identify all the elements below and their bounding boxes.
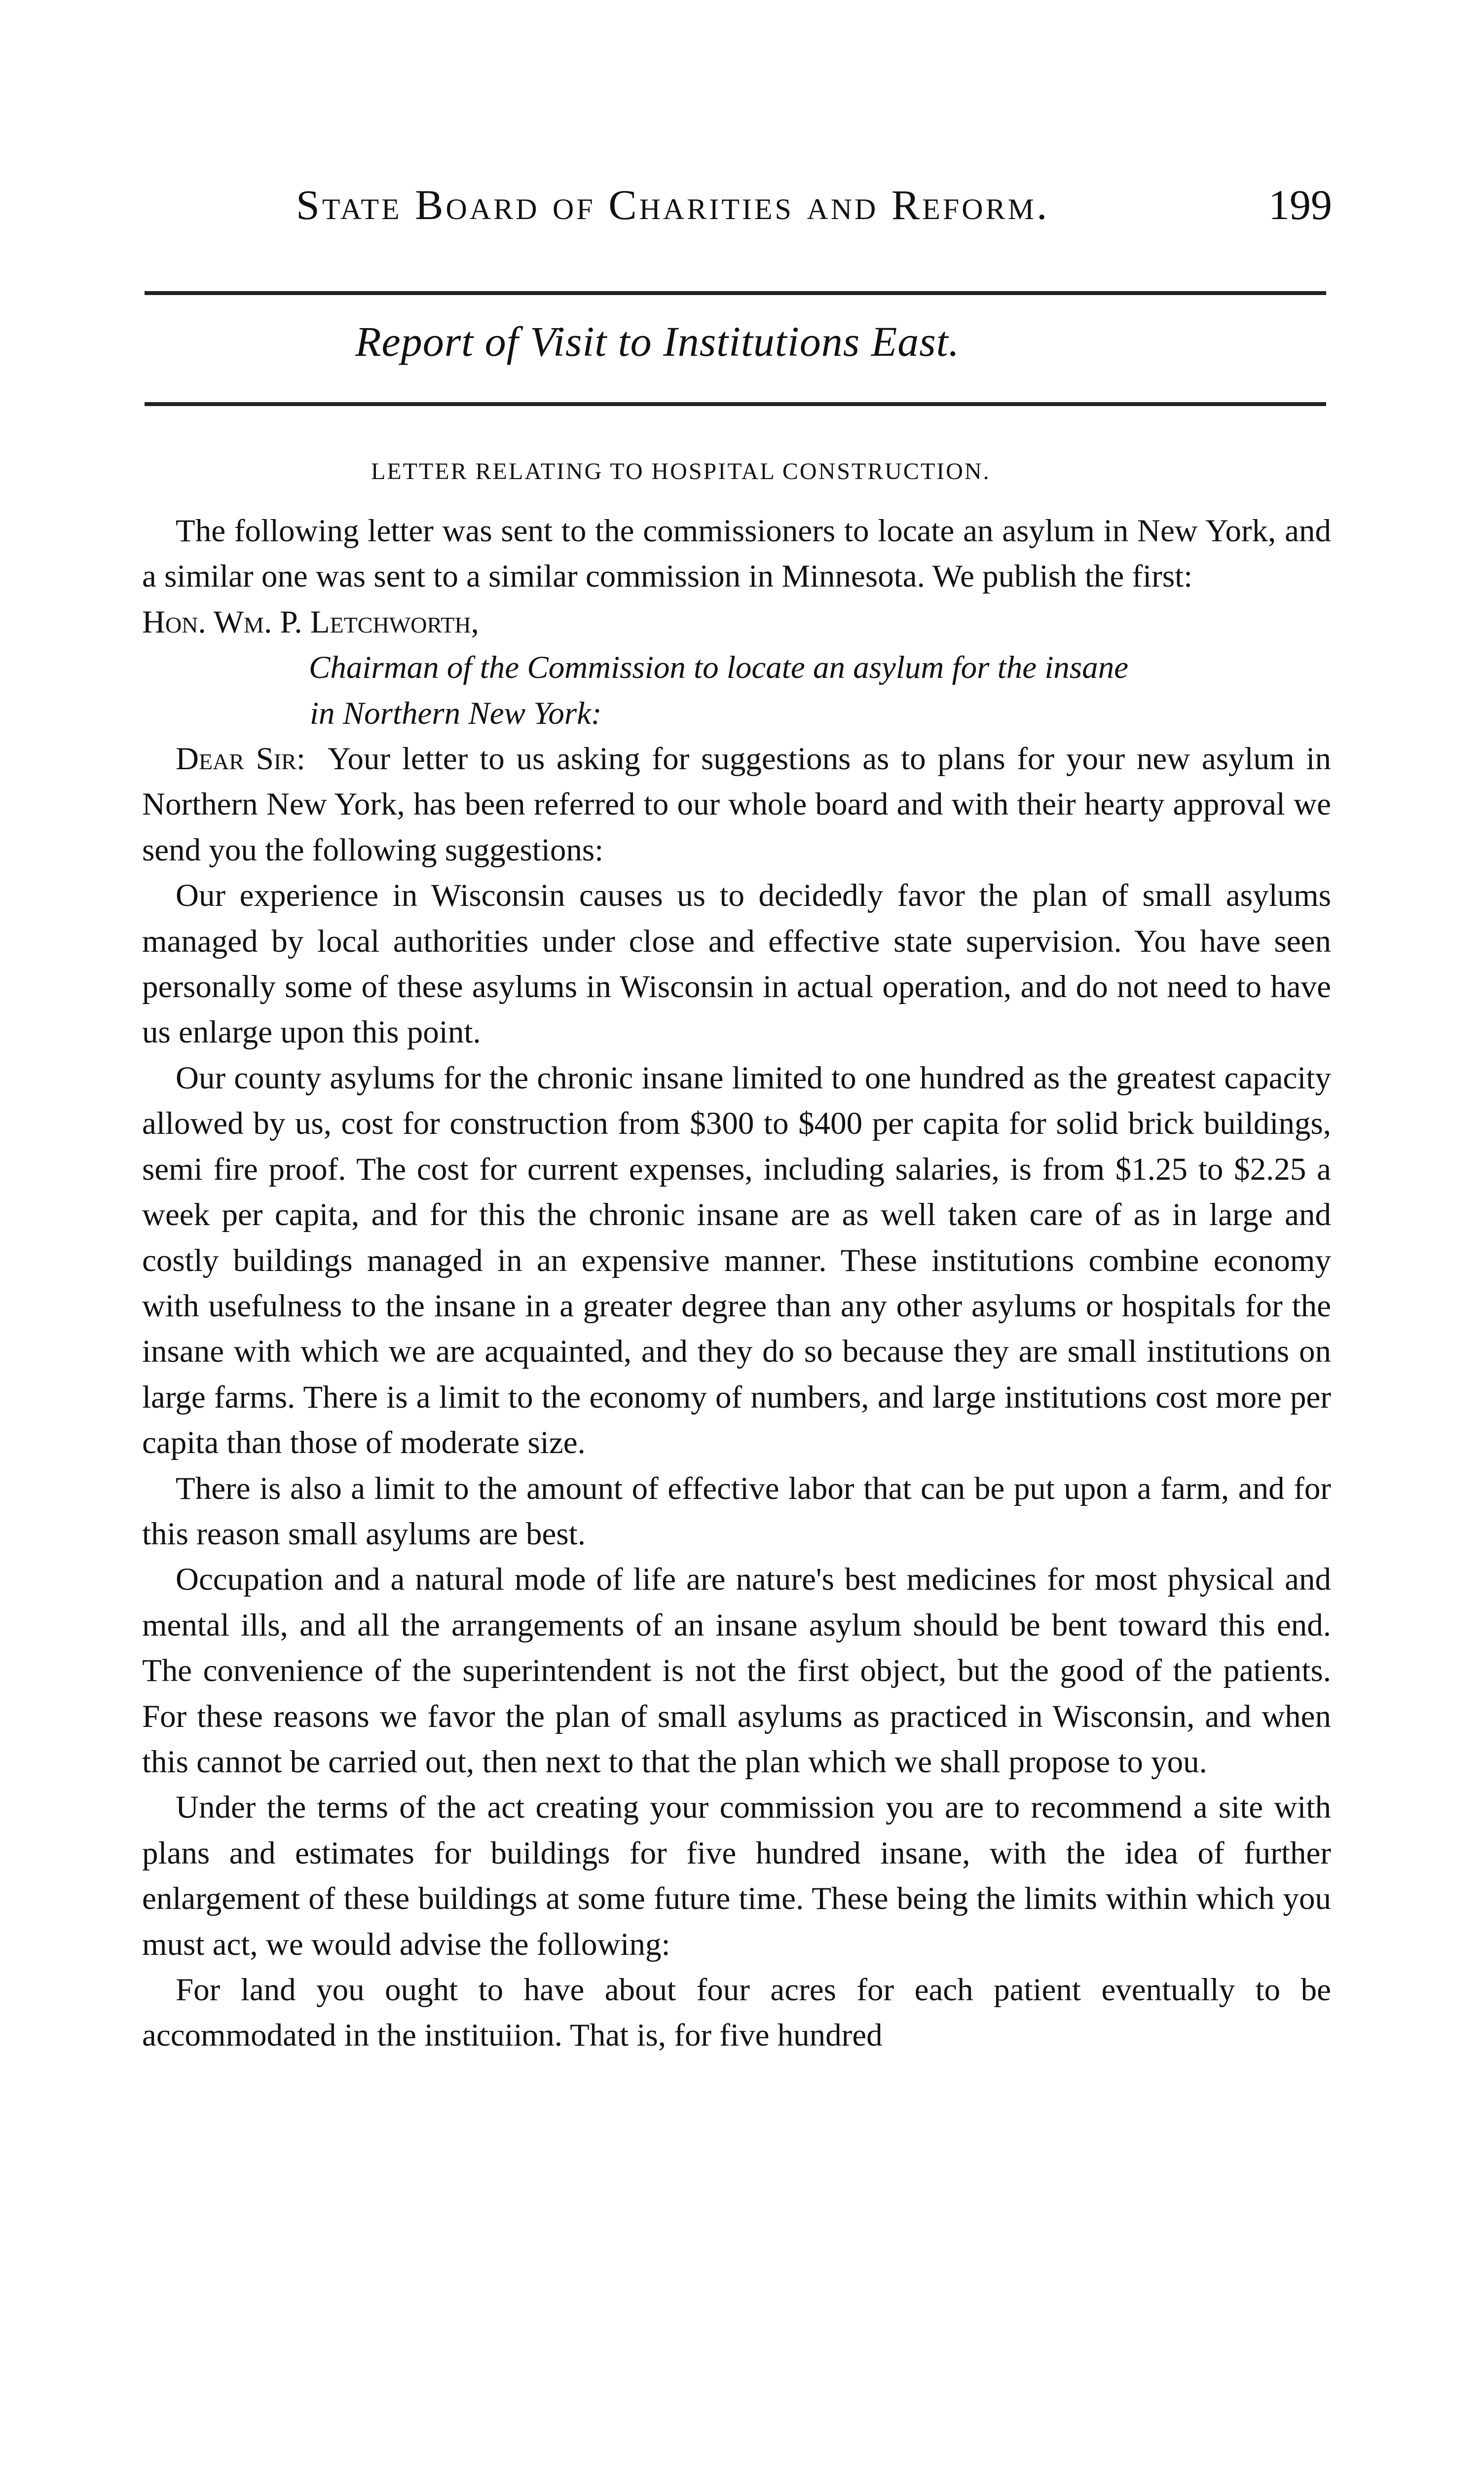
paragraph-2: Our experience in Wisconsin causes us to decidedly favor the plan of small asylums managed by local authorities under close and effective state supervision. You have seen personally some of these asylums in Wisconsin in actual operation, and do not need to have us enlarge upon this point.	[142, 878, 1331, 1050]
intro-paragraph: The following letter was sent to the commissioners to locate an asylum in New York, and a similar one was sent to a similar commission in Minnesota. We publish the first:	[142, 513, 1331, 595]
page-number: 199	[1268, 181, 1332, 228]
letter-heading: LETTER RELATING TO HOSPITAL CONSTRUCTION.	[371, 458, 991, 485]
top-rule	[145, 291, 1326, 295]
paragraph-1	[142, 736, 1331, 873]
article-body	[142, 508, 1331, 2058]
bottom-rule	[145, 402, 1326, 406]
addressee-name: Hon. Wm. P. Letchworth,	[142, 604, 479, 640]
addressee-title: Chairman of the Commission to locate an asylum for the insane	[309, 650, 1129, 686]
section-title: Report of Visit to Institutions East.	[355, 318, 960, 365]
paragraph-5: Occupation and a natural mode of life are nature's best medicines for most physical and mental ills, and all the arrangements of an insane asylum should be bent toward this end. The convenience of the superintendent is not the first object, but the good of the patients. For these reasons we favor the plan of small asylums as practiced in Wisconsin, and when this cannot be carried out, then next to that the plan which we shall propose to you.	[142, 1562, 1331, 1780]
addressee-title-continued: in Northern New York:	[310, 695, 602, 731]
paragraph-1-text: Your letter to us asking for suggestions as to plans for your new asylum in Northern New York, has been referred to our whole board and with their hearty approval we send you the following suggestions:	[142, 741, 1331, 868]
running-header	[296, 180, 1332, 239]
salutation: Dear Sir:	[176, 741, 305, 777]
paragraph-3: Our county asylums for the chronic insane limited to one hundred as the greatest capacity allowed by us, cost for construction from $300 to $400 per capita for solid brick buildings, semi fire proof. The cost for current expenses, including salaries, is from $1.25 to $2.25 a week per capita, and for this the chronic insane are as well taken care of as in large and costly buildings managed in an expensive manner. These institutions combine economy with usefulness to the insane in a greater degree than any other asylums or hospitals for the insane with which we are acquainted, and they do so because they are small institutions on large farms. There is a limit to the economy of numbers, and large institutions cost more per capita than those of moderate size.	[142, 1060, 1331, 1461]
paragraph-6: Under the terms of the act creating your commission you are to recommend a site with plans and estimates for buildings for five hundred insane, with the idea of further enlargement of these buildings at some future time. These being the limits within which you must act, we would advise the following:	[142, 1790, 1331, 1962]
paragraph-7: For land you ought to have about four acres for each patient eventually to be accommodated in the instituiion. That is, for five hundred	[142, 1972, 1331, 2054]
running-title: State Board of Charities and Reform.	[296, 181, 1050, 228]
paragraph-4: There is also a limit to the amount of effective labor that can be put upon a farm, and for this reason small asylums are best.	[142, 1470, 1331, 1552]
